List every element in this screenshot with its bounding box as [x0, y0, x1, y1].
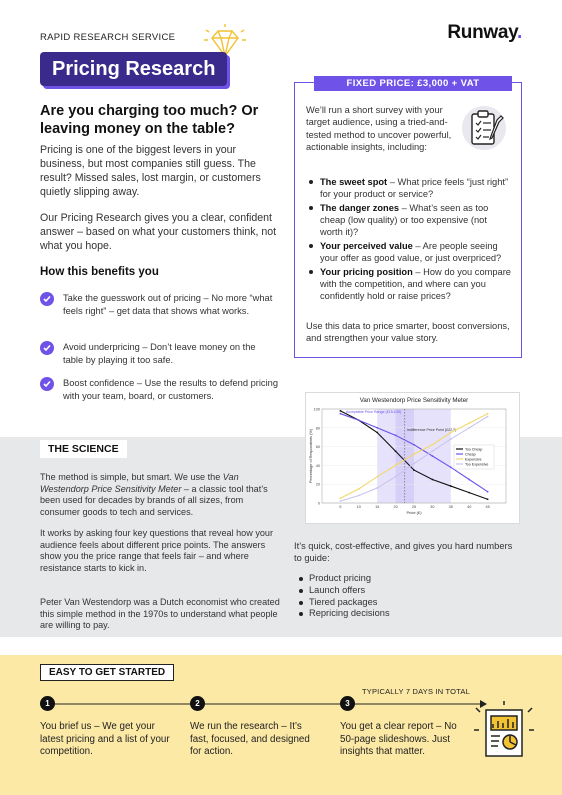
- checkmark-icon: [40, 292, 54, 306]
- x-tick-label: 35: [448, 505, 453, 509]
- benefits-heading: How this benefits you: [40, 266, 159, 278]
- y-tick-label: 40: [315, 463, 320, 468]
- step-text: You brief us – We get your latest pricing and a list of your competition.: [40, 721, 170, 758]
- data-point: [450, 432, 452, 434]
- chart-title: Van Westendorp Price Sensitivity Meter: [359, 397, 469, 404]
- step-number: 1: [40, 696, 55, 711]
- data-point: [450, 438, 452, 440]
- data-point: [487, 416, 489, 418]
- data-point: [468, 427, 470, 429]
- data-point: [432, 444, 434, 446]
- getting-started-label: EASY TO GET STARTED: [40, 664, 174, 681]
- data-point: [413, 453, 415, 455]
- y-tick-label: 0: [317, 501, 320, 506]
- data-point: [395, 476, 397, 478]
- y-tick-label: 80: [315, 426, 320, 431]
- data-point: [413, 444, 415, 446]
- x-tick-label: 20: [393, 505, 398, 509]
- timeline-arrow: [40, 697, 490, 717]
- y-tick-label: 60: [315, 445, 320, 450]
- science-paragraph-2: It works by asking four key questions that reveal how your audience feels about different price points. The answers show you the price range that feels fair – and where resistance starts to kick in.: [40, 528, 274, 573]
- duration-note: TYPICALLY 7 DAYS IN TOTAL: [362, 687, 470, 696]
- data-point: [340, 497, 342, 499]
- data-point: [395, 434, 397, 436]
- use-item: Product pricing: [296, 573, 390, 585]
- step-text: We run the research – It’s fast, focused, and designed for action.: [190, 721, 310, 758]
- data-point: [340, 500, 342, 502]
- data-point: [468, 492, 470, 494]
- runway-logo[interactable]: [447, 22, 522, 44]
- use-item: Tiered packages: [296, 597, 390, 609]
- data-point: [487, 413, 489, 415]
- y-tick-label: 20: [315, 482, 320, 487]
- step-number: 2: [190, 696, 205, 711]
- science-label: THE SCIENCE: [40, 440, 127, 458]
- price-tag: FIXED PRICE: £3,000 + VAT: [314, 76, 512, 91]
- eyebrow-label: RAPID RESEARCH SERVICE: [40, 32, 176, 43]
- data-point: [450, 485, 452, 487]
- science-paragraph-3: Peter Van Westendorp was a Dutch economist who created this simple method in the 1970s to understand what people are willing to pay.: [40, 597, 280, 631]
- logo-text: Runway: [447, 22, 518, 43]
- offer-point: Your perceived value – Are people seeing your offer as good value, or just overpriced?: [306, 240, 512, 264]
- offer-point: The sweet spot – What price feels “just right” for your product or service?: [306, 176, 512, 200]
- data-point: [450, 466, 452, 468]
- use-item: Launch offers: [296, 585, 390, 597]
- report-chart-icon: [472, 700, 536, 764]
- data-point: [358, 488, 360, 490]
- data-point: [413, 469, 415, 471]
- offer-outro: Use this data to price smarter, boost conversions, and strengthen your value story.: [306, 321, 510, 344]
- data-point: [432, 450, 434, 452]
- uses-list: [296, 573, 390, 620]
- data-point: [487, 491, 489, 493]
- data-point: [487, 498, 489, 500]
- offer-points: [306, 176, 512, 304]
- data-point: [395, 450, 397, 452]
- headline: Are you charging too much? Or leaving money on the table?: [40, 103, 259, 137]
- data-point: [340, 413, 342, 415]
- x-tick-label: 45: [485, 505, 490, 509]
- after-chart-text: It’s quick, cost-effective, and gives you hard numbers to guide:: [294, 541, 513, 564]
- x-tick-label: 10: [356, 505, 361, 509]
- use-item: Repricing decisions: [296, 608, 390, 620]
- benefit-text: Avoid underpricing – Don’t leave money on the table by playing it too safe.: [63, 342, 256, 365]
- checkmark-icon: [40, 377, 54, 391]
- indifference-label: Indifference Price Point (£22.5): [406, 428, 457, 432]
- intro-paragraph-2: Our Pricing Research gives you a clear, confident answer – based on what your customers think, not what you hope.: [40, 212, 277, 252]
- data-point: [432, 455, 434, 457]
- price-sensitivity-chart: [305, 392, 520, 524]
- x-tick-label: 30: [430, 505, 435, 509]
- offer-point: Your pricing position – How do you compare with the competition, and where can you confidently hold or raise prices?: [306, 266, 512, 302]
- legend-label: Too Cheap: [465, 447, 483, 452]
- x-tick-label: 40: [467, 505, 472, 509]
- data-point: [468, 422, 470, 424]
- offer-intro: We’ll run a short survey with your target audience, using a tried-and-tested method to uncover powerful, actionable insights, including:: [306, 105, 452, 153]
- benefit-text: Boost confidence – Use the results to defend pricing with your team, board, or customers.: [63, 378, 278, 401]
- checkmark-icon: [40, 341, 54, 355]
- x-tick-label: 25: [411, 505, 417, 509]
- data-point: [376, 476, 378, 478]
- intro-paragraph-1: Pricing is one of the biggest levers in your business, but most companies still guess. The result? Missed sales, lost margin, or customers quietly slipping away.: [40, 144, 261, 198]
- step-text: You get a clear report – No 50-page slideshows. Just insights that matter.: [340, 721, 457, 758]
- data-point: [376, 432, 378, 434]
- data-point: [432, 479, 434, 481]
- legend-label: Cheap: [465, 452, 476, 457]
- x-tick-label: 15: [375, 505, 380, 509]
- benefit-text: Take the guesswork out of pricing – No more “what feels right” – get data that shows what works.: [63, 293, 273, 316]
- data-point: [340, 410, 342, 412]
- legend-label: Expensive: [465, 457, 482, 462]
- data-point: [413, 463, 415, 465]
- data-point: [376, 427, 378, 429]
- data-point: [376, 487, 378, 489]
- data-point: [395, 465, 397, 467]
- legend-label: Too Expensive: [465, 462, 489, 467]
- logo-dot: .: [517, 22, 522, 43]
- step-number: 3: [340, 696, 355, 711]
- y-tick-label: 100: [313, 407, 320, 412]
- clipboard-icon: [466, 108, 506, 150]
- y-axis-label: Percentage of Respondents (%): [309, 428, 313, 484]
- science-paragraph-1: The method is simple, but smart. We use the Van Westendorp Price Sensitivity Meter – a classic tool that’s been used for decades by brands of all sizes, from consumer goods to tech and services.: [40, 472, 268, 517]
- offer-point: The danger zones – What’s seen as too cheap (low quality) or too expensive (not worth it)?: [306, 202, 512, 238]
- acceptable-range-label: Acceptable Price Range (£15-£35): [346, 410, 402, 414]
- data-point: [358, 495, 360, 497]
- data-point: [358, 419, 360, 421]
- data-point: [468, 479, 470, 481]
- x-axis-label: Price (£): [406, 510, 422, 515]
- x-tick-label: 5: [339, 505, 342, 509]
- page-title: Pricing Research: [40, 52, 227, 86]
